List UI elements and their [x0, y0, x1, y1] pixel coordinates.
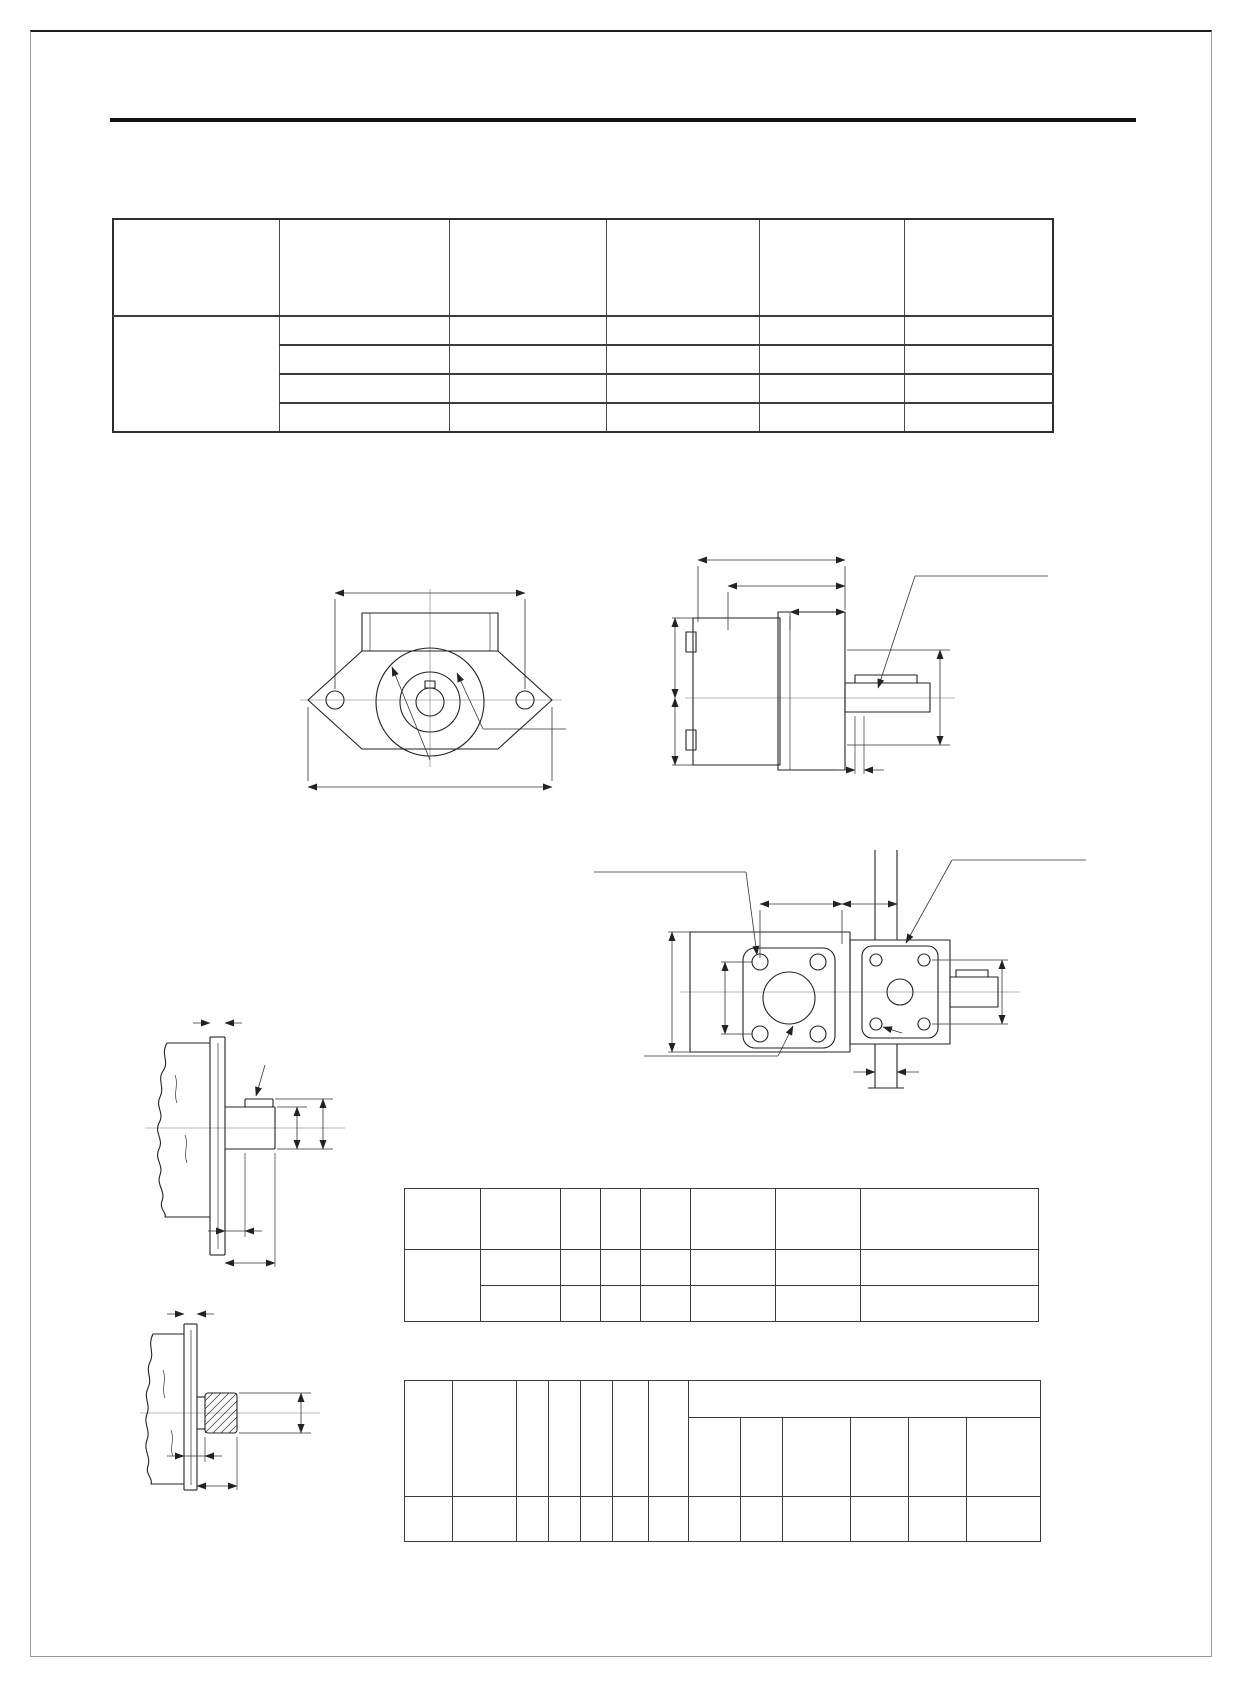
header-max-pressure: [759, 219, 904, 316]
key-shaft-linework: [115, 985, 415, 1285]
data-cell: [967, 1497, 1041, 1542]
header-minor-diameter: [909, 1418, 967, 1497]
data-cell: [279, 374, 449, 403]
header-max-continuous: [606, 219, 759, 316]
data-cell: [776, 1286, 861, 1322]
technical-data-table: [112, 218, 1054, 433]
front-view-linework: [300, 555, 680, 805]
table-row: [405, 1250, 1039, 1286]
data-cell: [691, 1250, 776, 1286]
side-view-linework: [650, 530, 1090, 820]
data-cell: [561, 1250, 601, 1286]
data-cell: [776, 1250, 861, 1286]
data-cell: [581, 1497, 613, 1542]
front-view-drawing: [300, 555, 680, 805]
data-cell: [904, 403, 1053, 432]
model-cell: [405, 1497, 453, 1542]
data-cell: [517, 1497, 549, 1542]
spline-shaft-drawing: [115, 1290, 415, 1505]
header-model: [405, 1381, 453, 1497]
data-cell: [649, 1497, 689, 1542]
data-cell: [601, 1250, 641, 1286]
table-row: [405, 1286, 1039, 1322]
header-us-gpm: [279, 219, 449, 316]
ports-view-drawing: [550, 840, 1090, 1110]
data-cell: [689, 1497, 741, 1542]
header-a: [561, 1189, 601, 1250]
data-cell: [641, 1250, 691, 1286]
header-c: [641, 1189, 691, 1250]
header-e: [776, 1189, 861, 1250]
model-cell: [405, 1250, 481, 1322]
data-cell: [481, 1286, 561, 1322]
data-cell: [606, 374, 759, 403]
header-pitch: [741, 1418, 783, 1497]
data-cell: [279, 345, 449, 374]
data-cell: [904, 374, 1053, 403]
data-cell: [549, 1497, 581, 1542]
ports-view-linework: [550, 840, 1090, 1110]
header-shaft-code: [481, 1189, 561, 1250]
data-cell: [601, 1286, 641, 1322]
key-shaft-drawing: [115, 985, 415, 1285]
header-a: [517, 1381, 549, 1497]
spline-data-group-header: [689, 1381, 1041, 1418]
data-cell: [449, 345, 606, 374]
data-cell: [453, 1497, 517, 1542]
data-cell: [613, 1497, 649, 1542]
data-cell: [904, 345, 1053, 374]
header-rule: [110, 118, 1136, 122]
series-value-cell: [113, 316, 279, 432]
data-cell: [759, 345, 904, 374]
spline-shaft-linework: [115, 1290, 415, 1505]
data-cell: [851, 1497, 909, 1542]
splined-shaft-table: [404, 1380, 1041, 1542]
header-series: [113, 219, 279, 316]
data-cell: [741, 1497, 783, 1542]
data-cell: [606, 316, 759, 345]
header-b: [549, 1381, 581, 1497]
side-view-drawing: [650, 530, 1090, 820]
data-cell: [481, 1250, 561, 1286]
header-teeth: [689, 1418, 741, 1497]
data-cell: [783, 1497, 851, 1542]
table-row: [405, 1497, 1041, 1542]
data-cell: [449, 403, 606, 432]
header-suitable-for: [967, 1418, 1041, 1497]
data-cell: [606, 403, 759, 432]
key-shafts-table: [404, 1188, 1039, 1322]
header-f: [861, 1189, 1039, 1250]
header-max-speed: [904, 219, 1053, 316]
data-cell: [904, 316, 1053, 345]
header-major-diameter: [783, 1418, 851, 1497]
data-cell: [606, 345, 759, 374]
data-cell: [909, 1497, 967, 1542]
header-c: [581, 1381, 613, 1497]
header-phie: [649, 1381, 689, 1497]
data-cell: [759, 374, 904, 403]
header-model: [405, 1189, 481, 1250]
header-phid: [691, 1189, 776, 1250]
data-cell: [449, 374, 606, 403]
data-cell: [279, 403, 449, 432]
header-displacement: [449, 219, 606, 316]
header-b: [601, 1189, 641, 1250]
data-cell: [561, 1286, 601, 1322]
header-form-diameter: [851, 1418, 909, 1497]
data-cell: [691, 1286, 776, 1322]
data-cell: [861, 1286, 1039, 1322]
data-cell: [861, 1250, 1039, 1286]
header-d: [613, 1381, 649, 1497]
data-cell: [279, 316, 449, 345]
table-row: [113, 316, 1053, 345]
data-cell: [449, 316, 606, 345]
data-cell: [759, 403, 904, 432]
data-cell: [759, 316, 904, 345]
data-cell: [641, 1286, 691, 1322]
header-shaft-code: [453, 1381, 517, 1497]
